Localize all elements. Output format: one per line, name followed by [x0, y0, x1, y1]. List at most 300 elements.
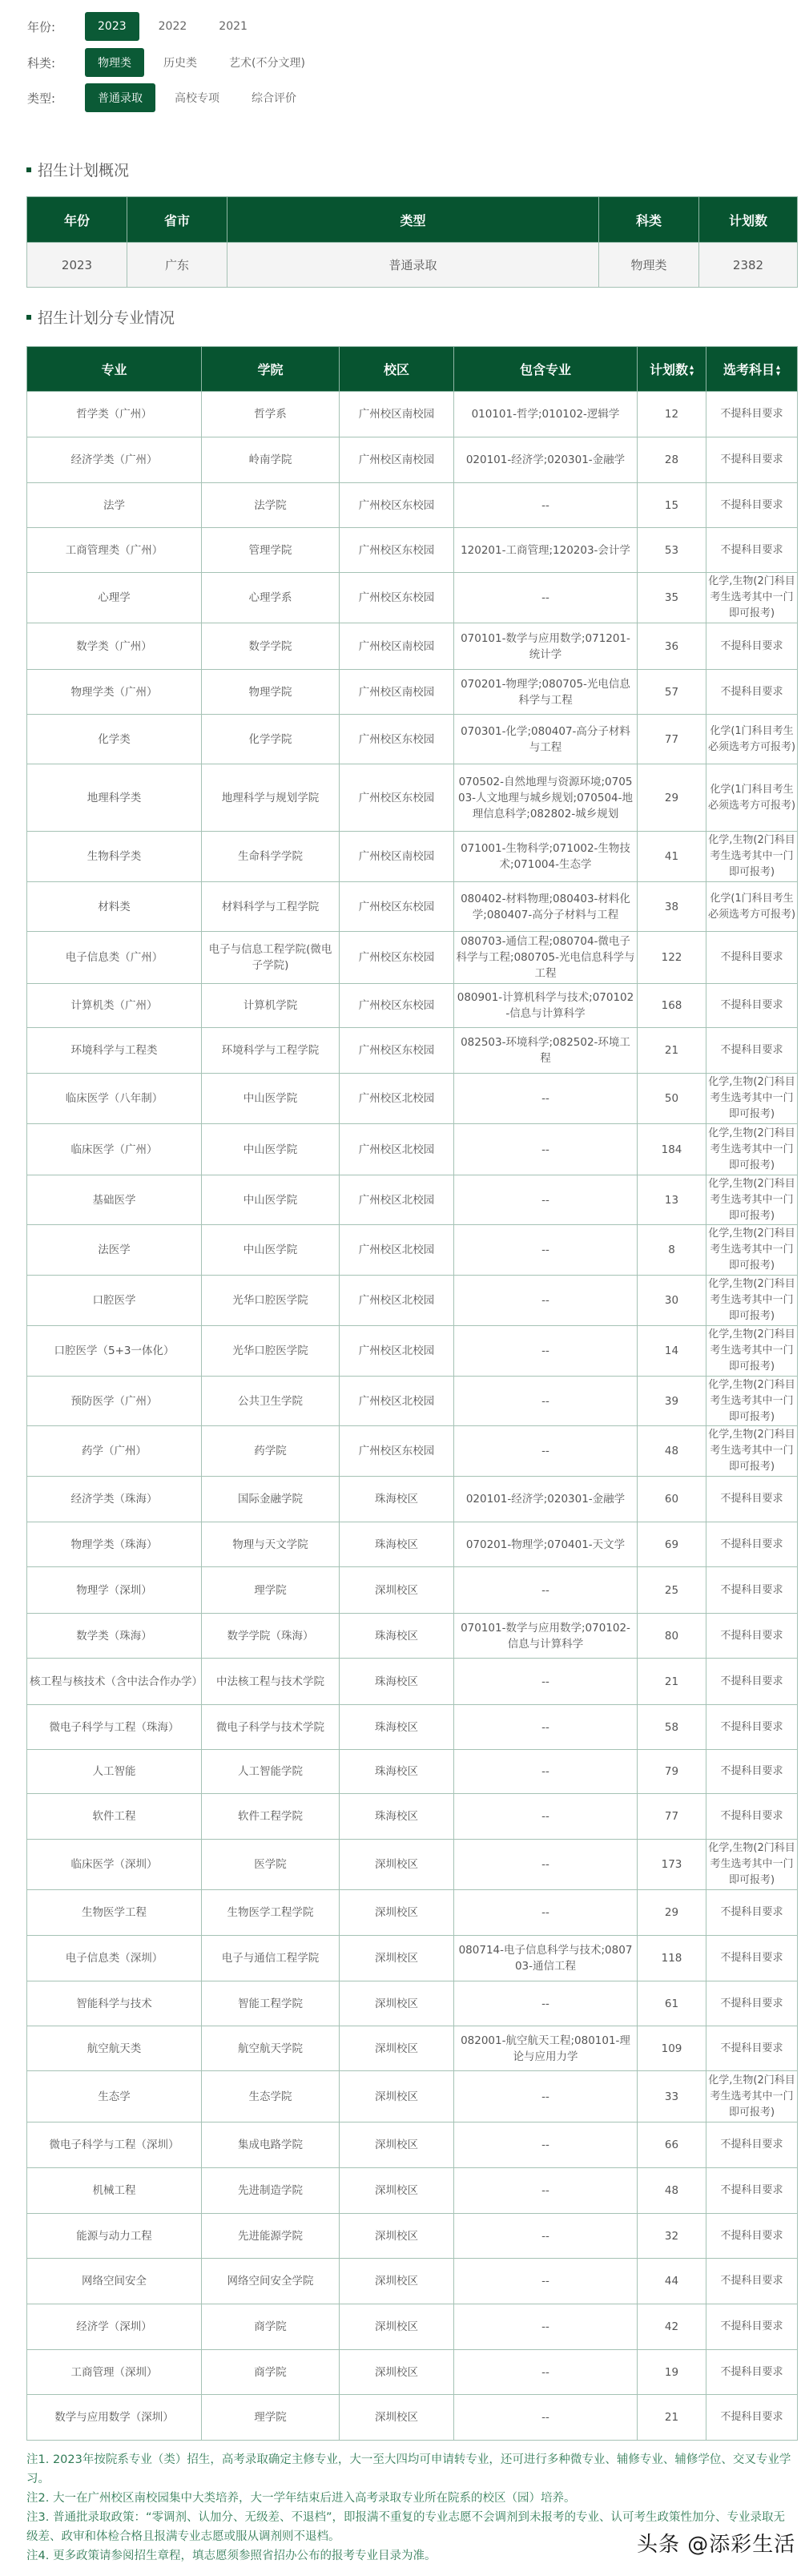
subject-requirement-cell: 不提科目要求 [706, 2395, 798, 2441]
included-majors-cell: 082001-航空航天工程;080101-理论与应用力学 [454, 2026, 638, 2071]
plan-count-cell: 173 [638, 1840, 706, 1890]
college-cell: 先进能源学院 [202, 2214, 340, 2259]
major-name-cell: 数学类（珠海） [27, 1614, 202, 1659]
included-majors-cell: -- [454, 2350, 638, 2395]
major-name-cell: 工商管理类（广州） [27, 528, 202, 573]
subject-requirement-cell: 不提科目要求 [706, 2168, 798, 2214]
included-majors-cell: 080901-计算机科学与技术;070102-信息与计算科学 [454, 984, 638, 1028]
college-cell: 电子与信息工程学院(微电子学院) [202, 932, 340, 984]
college-cell: 哲学系 [202, 392, 340, 437]
plan-count-cell: 77 [638, 1794, 706, 1840]
subject-requirement-cell: 化学,生物(2门科目考生选考其中一门即可报考) [706, 1225, 798, 1276]
watermark: 头条 @添彩生活 [637, 2533, 796, 2557]
college-cell: 材料科学与工程学院 [202, 882, 340, 932]
included-majors-cell: -- [454, 1426, 638, 1477]
table-row [27, 1567, 798, 1614]
subject-requirement-cell: 化学,生物(2门科目考生选考其中一门即可报考) [706, 1175, 798, 1225]
summary-cell: 普通录取 [227, 243, 599, 288]
included-majors-cell: -- [454, 1567, 638, 1614]
college-cell: 心理学系 [202, 573, 340, 623]
college-cell: 智能工程学院 [202, 1981, 340, 2026]
major-name-cell: 核工程与核技术（含中法合作办学） [27, 1659, 202, 1705]
subject-requirement-cell: 不提科目要求 [706, 2122, 798, 2168]
plan-count-cell: 118 [638, 1936, 706, 1981]
subject-requirement-cell: 不提科目要求 [706, 1567, 798, 1614]
plan-count-cell: 48 [638, 2168, 706, 2214]
campus-cell: 广州校区北校园 [340, 1377, 454, 1426]
college-cell: 公共卫生学院 [202, 1377, 340, 1426]
plan-count-cell: 13 [638, 1175, 706, 1225]
note-item: 注2. 大一在广州校区南校园集中大类培养，大一学年结束后进入高考录取专业所在院系的校区（园）培养。 [26, 2492, 576, 2505]
subject-requirement-cell: 化学,生物(2门科目考生选考其中一门即可报考) [706, 832, 798, 882]
plan-count-cell: 21 [638, 1028, 706, 1074]
majors-header-cell [202, 347, 340, 392]
plan-count-cell: 38 [638, 882, 706, 932]
major-name-cell: 基础医学 [27, 1175, 202, 1225]
subject-requirement-cell: 不提科目要求 [706, 1981, 798, 2026]
college-cell: 软件工程学院 [202, 1794, 340, 1840]
college-cell: 医学院 [202, 1840, 340, 1890]
table-row [27, 2071, 798, 2122]
filter-row [27, 47, 324, 78]
filter-option[interactable]: 综合评价 [252, 92, 296, 105]
included-majors-cell: -- [454, 1377, 638, 1426]
table-row [27, 2395, 798, 2441]
campus-cell: 深圳校区 [340, 2168, 454, 2214]
major-name-cell: 能源与动力工程 [27, 2214, 202, 2259]
plan-count-cell: 12 [638, 392, 706, 437]
campus-cell: 珠海校区 [340, 1614, 454, 1659]
campus-cell: 广州校区东校园 [340, 715, 454, 764]
college-cell: 物理学院 [202, 670, 340, 715]
filter-row [27, 11, 267, 42]
campus-cell: 广州校区北校园 [340, 1326, 454, 1377]
majors-header-cell [340, 347, 454, 392]
table-row [27, 1276, 798, 1326]
college-cell: 中山医学院 [202, 1175, 340, 1225]
subject-requirement-cell: 化学,生物(2门科目考生选考其中一门即可报考) [706, 1840, 798, 1890]
included-majors-cell: -- [454, 1981, 638, 2026]
subject-requirement-cell: 化学(1门科目考生必须选考方可报考) [706, 715, 798, 764]
majors-header-cell[interactable] [706, 347, 798, 392]
college-cell: 航空航天学院 [202, 2026, 340, 2071]
included-majors-cell: -- [454, 2168, 638, 2214]
major-name-cell: 经济学类（广州） [27, 437, 202, 483]
summary-cell: 物理类 [599, 243, 699, 288]
major-name-cell: 航空航天类 [27, 2026, 202, 2071]
subject-requirement-cell: 不提科目要求 [706, 1028, 798, 1074]
table-row [27, 2122, 798, 2168]
included-majors-cell: 020101-经济学;020301-金融学 [454, 437, 638, 483]
table-row [27, 2259, 798, 2304]
table-row [27, 2214, 798, 2259]
included-majors-cell: -- [454, 2122, 638, 2168]
campus-cell: 珠海校区 [340, 1477, 454, 1522]
campus-cell: 广州校区东校园 [340, 764, 454, 832]
campus-cell: 广州校区北校园 [340, 1175, 454, 1225]
major-name-cell: 经济学类（珠海） [27, 1477, 202, 1522]
campus-cell: 广州校区北校园 [340, 1225, 454, 1276]
subject-requirement-cell: 化学,生物(2门科目考生选考其中一门即可报考) [706, 2071, 798, 2122]
majors-header-cell [27, 347, 202, 392]
filter-label: 年份: [27, 19, 56, 34]
major-name-cell: 口腔医学 [27, 1276, 202, 1326]
plan-count-cell: 42 [638, 2304, 706, 2350]
subject-requirement-cell: 化学,生物(2门科目考生选考其中一门即可报考) [706, 1074, 798, 1124]
college-cell: 微电子科学与技术学院 [202, 1705, 340, 1750]
filter-option[interactable]: 2021 [219, 20, 248, 33]
included-majors-cell: 070101-数学与应用数学;070102-信息与计算科学 [454, 1614, 638, 1659]
major-name-cell: 计算机类（广州） [27, 984, 202, 1028]
major-name-cell: 环境科学与工程类 [27, 1028, 202, 1074]
table-row [27, 932, 798, 984]
majors-header-cell[interactable] [638, 347, 706, 392]
summary-section-title: 招生计划概况 [26, 159, 129, 180]
filter-option[interactable]: 历史类 [163, 57, 197, 70]
included-majors-cell: 080402-材料物理;080403-材料化学;080407-高分子材料与工程 [454, 882, 638, 932]
summary-header-cell: 类型 [227, 197, 599, 243]
table-row [27, 437, 798, 483]
table-row [27, 1477, 798, 1522]
campus-cell: 珠海校区 [340, 1705, 454, 1750]
included-majors-cell: 070101-数学与应用数学;071201-统计学 [454, 623, 638, 670]
college-cell: 中山医学院 [202, 1074, 340, 1124]
subject-requirement-cell: 化学,生物(2门科目考生选考其中一门即可报考) [706, 1276, 798, 1326]
subject-requirement-cell: 不提科目要求 [706, 670, 798, 715]
table-row [27, 1074, 798, 1124]
plan-count-cell: 39 [638, 1377, 706, 1426]
plan-count-cell: 69 [638, 1522, 706, 1567]
subject-requirement-cell: 化学(1门科目考生必须选考方可报考) [706, 764, 798, 832]
plan-count-cell: 44 [638, 2259, 706, 2304]
table-row [27, 623, 798, 670]
summary-header-cell: 计划数 [699, 197, 798, 243]
major-name-cell: 软件工程 [27, 1794, 202, 1840]
plan-count-cell: 21 [638, 1659, 706, 1705]
header-label: 专业 [101, 362, 127, 377]
campus-cell: 广州校区东校园 [340, 1028, 454, 1074]
plan-count-cell: 36 [638, 623, 706, 670]
major-name-cell: 微电子科学与工程（珠海） [27, 1705, 202, 1750]
header-label: 选考科目 [723, 362, 775, 377]
subject-requirement-cell: 不提科目要求 [706, 1659, 798, 1705]
table-row [27, 1890, 798, 1936]
included-majors-cell: -- [454, 1840, 638, 1890]
summary-cell: 广东 [127, 243, 227, 288]
campus-cell: 广州校区南校园 [340, 832, 454, 882]
filter-row [27, 83, 316, 113]
campus-cell: 广州校区北校园 [340, 1124, 454, 1175]
header-label: 计划数 [649, 362, 688, 377]
subject-requirement-cell: 化学(1门科目考生必须选考方可报考) [706, 882, 798, 932]
college-cell: 物理与天文学院 [202, 1522, 340, 1567]
filter-option[interactable]: 2023 [85, 12, 139, 41]
table-row [27, 1936, 798, 1981]
note-item: 注1. 2023年按院系专业（类）招生，高考录取确定主修专业，大一至大四均可申请转专业，还可进行多种微专业、辅修专业、辅修学位、交叉专业学习。 [26, 2453, 791, 2485]
major-name-cell: 工商管理（深圳） [27, 2350, 202, 2395]
table-row [27, 1614, 798, 1659]
subject-requirement-cell: 不提科目要求 [706, 437, 798, 483]
included-majors-cell: -- [454, 2395, 638, 2441]
plan-count-cell: 21 [638, 2395, 706, 2441]
campus-cell: 深圳校区 [340, 2259, 454, 2304]
filter-label: 类型: [27, 91, 56, 106]
major-name-cell: 电子信息类（深圳） [27, 1936, 202, 1981]
included-majors-cell: 070201-物理学;080705-光电信息科学与工程 [454, 670, 638, 715]
plan-count-cell: 109 [638, 2026, 706, 2071]
college-cell: 商学院 [202, 2304, 340, 2350]
header-label: 包含专业 [519, 362, 571, 377]
campus-cell: 广州校区东校园 [340, 483, 454, 528]
included-majors-cell: -- [454, 573, 638, 623]
included-majors-cell: -- [454, 483, 638, 528]
table-row [27, 832, 798, 882]
plan-count-cell: 53 [638, 528, 706, 573]
major-name-cell: 网络空间安全 [27, 2259, 202, 2304]
included-majors-cell: 070502-自然地理与资源环境;070503-人文地理与城乡规划;070504-地理信息科学;082802-城乡规划 [454, 764, 638, 832]
filter-option[interactable]: 高校专项 [175, 92, 219, 105]
subject-requirement-cell: 不提科目要求 [706, 1750, 798, 1794]
table-row [27, 1225, 798, 1276]
table-row [27, 2026, 798, 2071]
filter-label: 科类: [27, 55, 56, 71]
plan-count-cell: 58 [638, 1705, 706, 1750]
table-row [27, 2304, 798, 2350]
plan-count-cell: 77 [638, 715, 706, 764]
subject-requirement-cell: 不提科目要求 [706, 1794, 798, 1840]
filter-option[interactable]: 艺术(不分文理) [229, 57, 305, 70]
summary-table [26, 196, 798, 288]
table-row [27, 1981, 798, 2026]
table-row [27, 984, 798, 1028]
summary-cell: 2023 [27, 243, 127, 288]
plan-count-cell: 60 [638, 1477, 706, 1522]
included-majors-cell: 080703-通信工程;080704-微电子科学与工程;080705-光电信息科学与工程 [454, 932, 638, 984]
major-name-cell: 预防医学（广州） [27, 1377, 202, 1426]
campus-cell: 珠海校区 [340, 1522, 454, 1567]
campus-cell: 广州校区北校园 [340, 1276, 454, 1326]
included-majors-cell: -- [454, 1124, 638, 1175]
major-name-cell: 物理学（深圳） [27, 1567, 202, 1614]
table-row [27, 1522, 798, 1567]
subject-requirement-cell: 不提科目要求 [706, 1936, 798, 1981]
major-name-cell: 智能科学与技术 [27, 1981, 202, 2026]
plan-count-cell: 61 [638, 1981, 706, 2026]
bullet-icon [26, 167, 31, 172]
campus-cell: 深圳校区 [340, 2304, 454, 2350]
college-cell: 数学学院 [202, 623, 340, 670]
filter-option[interactable]: 物理类 [85, 48, 144, 77]
major-name-cell: 经济学（深圳） [27, 2304, 202, 2350]
campus-cell: 深圳校区 [340, 2214, 454, 2259]
campus-cell: 深圳校区 [340, 1890, 454, 1936]
table-row [27, 764, 798, 832]
majors-section-title: 招生计划分专业情况 [26, 306, 175, 328]
college-cell: 药学院 [202, 1426, 340, 1477]
summary-header-cell: 年份 [27, 197, 127, 243]
plan-count-cell: 8 [638, 1225, 706, 1276]
header-label: 学院 [257, 362, 284, 377]
campus-cell: 深圳校区 [340, 2395, 454, 2441]
included-majors-cell: -- [454, 2259, 638, 2304]
subject-requirement-cell: 不提科目要求 [706, 2304, 798, 2350]
campus-cell: 深圳校区 [340, 2026, 454, 2071]
campus-cell: 广州校区东校园 [340, 882, 454, 932]
subject-requirement-cell: 化学,生物(2门科目考生选考其中一门即可报考) [706, 1377, 798, 1426]
table-row [27, 528, 798, 573]
table-row [27, 1175, 798, 1225]
major-name-cell: 心理学 [27, 573, 202, 623]
major-name-cell: 机械工程 [27, 2168, 202, 2214]
included-majors-cell: 082503-环境科学;082502-环境工程 [454, 1028, 638, 1074]
subject-requirement-cell: 不提科目要求 [706, 2026, 798, 2071]
campus-cell: 广州校区南校园 [340, 623, 454, 670]
subject-requirement-cell: 不提科目要求 [706, 392, 798, 437]
campus-cell: 深圳校区 [340, 2122, 454, 2168]
table-row [27, 2168, 798, 2214]
included-majors-cell: -- [454, 1659, 638, 1705]
plan-count-cell: 168 [638, 984, 706, 1028]
campus-cell: 珠海校区 [340, 1794, 454, 1840]
plan-count-cell: 57 [638, 670, 706, 715]
college-cell: 计算机学院 [202, 984, 340, 1028]
campus-cell: 广州校区南校园 [340, 392, 454, 437]
plan-count-cell: 28 [638, 437, 706, 483]
table-row [27, 2350, 798, 2395]
included-majors-cell: -- [454, 1794, 638, 1840]
filter-option[interactable]: 普通录取 [85, 83, 155, 112]
college-cell: 环境科学与工程学院 [202, 1028, 340, 1074]
plan-count-cell: 25 [638, 1567, 706, 1614]
plan-count-cell: 19 [638, 2350, 706, 2395]
campus-cell: 广州校区东校园 [340, 528, 454, 573]
college-cell: 岭南学院 [202, 437, 340, 483]
major-name-cell: 材料类 [27, 882, 202, 932]
campus-cell: 广州校区南校园 [340, 437, 454, 483]
major-name-cell: 生态学 [27, 2071, 202, 2122]
college-cell: 数学学院（珠海） [202, 1614, 340, 1659]
included-majors-cell: -- [454, 1074, 638, 1124]
campus-cell: 广州校区东校园 [340, 984, 454, 1028]
included-majors-cell: 080714-电子信息科学与技术;080703-通信工程 [454, 1936, 638, 1981]
plan-count-cell: 50 [638, 1074, 706, 1124]
subject-requirement-cell: 不提科目要求 [706, 1522, 798, 1567]
table-row [27, 1705, 798, 1750]
included-majors-cell: -- [454, 1276, 638, 1326]
note-item: 注4. 更多政策请参阅招生章程，填志愿须参照省招办公布的报考专业目录为准。 [26, 2550, 437, 2562]
college-cell: 生物医学工程学院 [202, 1890, 340, 1936]
campus-cell: 广州校区南校园 [340, 670, 454, 715]
table-row [27, 1750, 798, 1794]
table-row [27, 715, 798, 764]
included-majors-cell: 070201-物理学;070401-天文学 [454, 1522, 638, 1567]
subject-requirement-cell: 不提科目要求 [706, 2350, 798, 2395]
college-cell: 电子与通信工程学院 [202, 1936, 340, 1981]
campus-cell: 深圳校区 [340, 1981, 454, 2026]
plan-count-cell: 80 [638, 1614, 706, 1659]
campus-cell: 深圳校区 [340, 1567, 454, 1614]
campus-cell: 珠海校区 [340, 1659, 454, 1705]
college-cell: 中山医学院 [202, 1225, 340, 1276]
included-majors-cell: -- [454, 2214, 638, 2259]
college-cell: 商学院 [202, 2350, 340, 2395]
college-cell: 中山医学院 [202, 1124, 340, 1175]
table-row [27, 1794, 798, 1840]
subject-requirement-cell: 化学,生物(2门科目考生选考其中一门即可报考) [706, 1426, 798, 1477]
bullet-icon [26, 315, 31, 320]
college-cell: 人工智能学院 [202, 1750, 340, 1794]
plan-count-cell: 184 [638, 1124, 706, 1175]
plan-count-cell: 66 [638, 2122, 706, 2168]
subject-requirement-cell: 化学,生物(2门科目考生选考其中一门即可报考) [706, 573, 798, 623]
note-item: 注3. 普通批录取政策：“零调剂、认加分、无级差、不退档”，即报满不重复的专业志愿不会调剂到未报考的专业、认可考生政策性加分、专业录取无级差、政审和体检合格且报满专业志愿或服从调剂则不退档。 [26, 2511, 785, 2543]
college-cell: 集成电路学院 [202, 2122, 340, 2168]
summary-row [27, 243, 798, 288]
major-name-cell: 口腔医学（5+3一体化） [27, 1326, 202, 1377]
plan-count-cell: 79 [638, 1750, 706, 1794]
included-majors-cell: 070301-化学;080407-高分子材料与工程 [454, 715, 638, 764]
plan-count-cell: 41 [638, 832, 706, 882]
college-cell: 理学院 [202, 2395, 340, 2441]
table-row [27, 1840, 798, 1890]
major-name-cell: 药学（广州） [27, 1426, 202, 1477]
subject-requirement-cell: 不提科目要求 [706, 932, 798, 984]
majors-table [26, 346, 798, 2441]
college-cell: 法学院 [202, 483, 340, 528]
subject-requirement-cell: 不提科目要求 [706, 1890, 798, 1936]
campus-cell: 广州校区东校园 [340, 573, 454, 623]
subject-requirement-cell: 不提科目要求 [706, 483, 798, 528]
major-name-cell: 电子信息类（广州） [27, 932, 202, 984]
college-cell: 先进制造学院 [202, 2168, 340, 2214]
included-majors-cell: -- [454, 1175, 638, 1225]
major-name-cell: 生物医学工程 [27, 1890, 202, 1936]
major-name-cell: 生物科学类 [27, 832, 202, 882]
table-row [27, 670, 798, 715]
campus-cell: 广州校区北校园 [340, 1074, 454, 1124]
sort-icon[interactable]: ▴ ▾ [775, 362, 781, 378]
major-name-cell: 物理学类（广州） [27, 670, 202, 715]
plan-count-cell: 14 [638, 1326, 706, 1377]
major-name-cell: 数学与应用数学（深圳） [27, 2395, 202, 2441]
major-name-cell: 化学类 [27, 715, 202, 764]
plan-count-cell: 32 [638, 2214, 706, 2259]
subject-requirement-cell: 不提科目要求 [706, 984, 798, 1028]
major-name-cell: 临床医学（深圳） [27, 1840, 202, 1890]
sort-icon[interactable]: ▴ ▾ [689, 362, 694, 378]
campus-cell: 深圳校区 [340, 2071, 454, 2122]
major-name-cell: 临床医学（八年制） [27, 1074, 202, 1124]
college-cell: 管理学院 [202, 528, 340, 573]
major-name-cell: 物理学类（珠海） [27, 1522, 202, 1567]
campus-cell: 广州校区东校园 [340, 932, 454, 984]
major-name-cell: 人工智能 [27, 1750, 202, 1794]
campus-cell: 深圳校区 [340, 2350, 454, 2395]
subject-requirement-cell: 不提科目要求 [706, 623, 798, 670]
summary-header-cell: 科类 [599, 197, 699, 243]
table-row [27, 392, 798, 437]
filter-option[interactable]: 2022 [158, 20, 187, 33]
table-row [27, 573, 798, 623]
major-name-cell: 哲学类（广州） [27, 392, 202, 437]
campus-cell: 深圳校区 [340, 1936, 454, 1981]
header-label: 校区 [383, 362, 409, 377]
subject-requirement-cell: 不提科目要求 [706, 2214, 798, 2259]
college-cell: 中法核工程与技术学院 [202, 1659, 340, 1705]
table-row [27, 1028, 798, 1074]
included-majors-cell: 071001-生物科学;071002-生物技术;071004-生态学 [454, 832, 638, 882]
included-majors-cell: -- [454, 2304, 638, 2350]
